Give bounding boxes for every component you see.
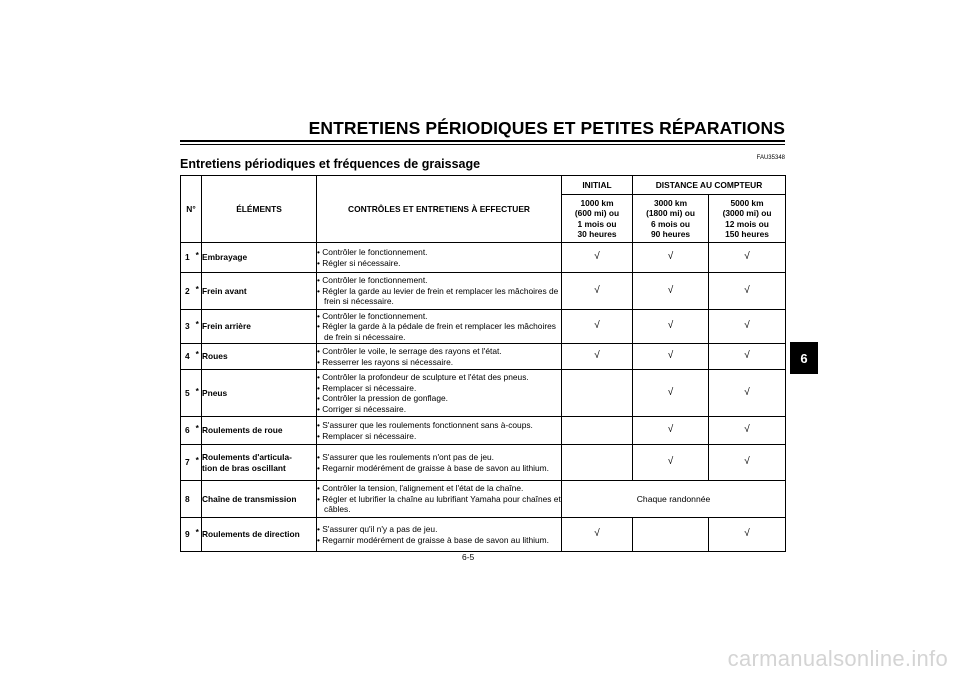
interval-cell-2 (633, 445, 709, 481)
interval-cell-2 (633, 344, 709, 370)
check-mark: √ (744, 320, 750, 332)
page-title: ENTRETIENS PÉRIODIQUES ET PETITES RÉPARATIONS (308, 118, 785, 138)
checks-cell (317, 417, 562, 445)
star-marker: * (195, 423, 199, 434)
interval-cell-1 (562, 445, 633, 481)
row-number-wrap (181, 529, 201, 540)
checks-cell (317, 518, 562, 552)
row-number-cell (181, 481, 202, 518)
check-mark: √ (594, 320, 600, 332)
star-marker: * (195, 349, 199, 360)
item-name-line: Roulements de direction (202, 529, 300, 540)
check-mark: √ (594, 284, 600, 296)
check-mark: √ (594, 350, 600, 362)
section-title: Entretiens périodiques et fréquences de graissage (180, 157, 481, 171)
interval-cell-3 (709, 518, 786, 552)
check-mark: √ (667, 456, 674, 468)
check-line: • Regarnir modérément de graisse à base de savon au lithium. (317, 534, 549, 545)
check-line: • Régler et lubrifier la chaîne au lubrifiant Yamaha pour chaînes et câbles. (317, 493, 561, 515)
check-line: • S'assurer qu'il n'y a pas de jeu. (317, 524, 438, 534)
check-mark: √ (667, 251, 674, 263)
star-marker: * (195, 319, 199, 330)
interval-cell-3 (709, 344, 786, 370)
check-line: • Remplacer si nécessaire. (317, 382, 417, 393)
check-mark: √ (594, 528, 600, 540)
item-name (202, 243, 317, 273)
row-number-wrap (181, 425, 201, 436)
interval-cell-3 (709, 370, 786, 417)
item-name-line: Chaîne de transmission (202, 493, 297, 504)
star-marker: * (195, 527, 199, 538)
check-mark: √ (667, 320, 674, 332)
check-mark: √ (744, 456, 750, 468)
header-no: N° (181, 176, 202, 243)
table-row (181, 273, 786, 310)
item-name-line: Roulements de roue (202, 425, 283, 436)
check-line: • Contrôler le fonctionnement. (317, 310, 428, 321)
checks-cell (317, 481, 562, 518)
table-row (181, 417, 786, 445)
row-number: 5 (185, 387, 190, 398)
reference-code: FAU35348 (756, 155, 785, 161)
check-mark: √ (744, 528, 750, 540)
star-marker: * (195, 283, 199, 294)
maintenance-table (180, 175, 786, 552)
row-number-wrap (181, 385, 201, 399)
item-name (202, 344, 317, 370)
interval-cell-2 (633, 518, 709, 552)
item-name-line: Embrayage (202, 252, 248, 263)
row-number-wrap (181, 494, 201, 505)
item-name (202, 481, 317, 518)
row-number-cell (181, 370, 202, 417)
check-line: • Contrôler la pression de gonflage. (317, 393, 448, 403)
check-mark: √ (667, 386, 674, 398)
check-mark: √ (744, 424, 750, 436)
interval-cell-1 (562, 273, 633, 310)
item-name (202, 273, 317, 310)
row-number: 7 (185, 457, 190, 468)
title-rule-thick (180, 140, 785, 142)
item-name-line: Roulements d'articula- (202, 452, 292, 462)
header-interval-3: 5000 km (3000 mi) ou 12 mois ou 150 heures (709, 195, 786, 243)
interval-cell-2 (633, 243, 709, 273)
row-number-wrap (181, 283, 201, 297)
row-number-cell (181, 417, 202, 445)
interval-cell-2 (633, 370, 709, 417)
interval-cell-3 (709, 310, 786, 344)
check-line: • Remplacer si nécessaire. (317, 430, 417, 441)
interval-cell-3 (709, 243, 786, 273)
check-line: • Regarnir modérément de graisse à base de savon au lithium. (317, 462, 549, 473)
row-number-wrap (181, 252, 201, 263)
row-number-cell (181, 344, 202, 370)
item-name (202, 445, 317, 481)
check-line: • S'assurer que les roulements fonctionnent sans à-coups. (317, 420, 533, 430)
table-row (181, 370, 786, 417)
check-mark: √ (744, 251, 750, 263)
header-interval-2: 3000 km (1800 mi) ou 6 mois ou 90 heures (633, 195, 709, 243)
interval-span-cell: Chaque randonnée (562, 481, 786, 518)
interval-cell-3 (709, 445, 786, 481)
checks-cell (317, 243, 562, 273)
header-initial: INITIAL (562, 176, 633, 195)
row-number-cell (181, 445, 202, 481)
check-line: • Corriger si nécessaire. (317, 403, 407, 414)
interval-cell-2 (633, 273, 709, 310)
check-line: • Contrôler le fonctionnement. (317, 247, 428, 257)
row-number-wrap (181, 457, 201, 468)
row-number: 6 (185, 425, 190, 436)
check-line: • Régler si nécessaire. (317, 257, 401, 268)
check-mark: √ (744, 350, 750, 362)
interval-cell-2 (633, 310, 709, 344)
table-row (181, 310, 786, 344)
page-number: 6-5 (462, 552, 475, 562)
row-number-cell (181, 273, 202, 310)
row-number-cell (181, 518, 202, 552)
check-line: • Régler la garde au levier de frein et remplacer les mâchoires de frein si nécessaire. (317, 285, 559, 307)
interval-cell-1 (562, 370, 633, 417)
interval-cell-3 (709, 417, 786, 445)
checks-cell (317, 344, 562, 370)
check-mark: √ (667, 284, 674, 296)
watermark: carmanualsonline.info (727, 646, 948, 671)
check-line: • S'assurer que les roulements n'ont pas de jeu. (317, 452, 494, 462)
item-name (202, 310, 317, 344)
check-line: • Contrôler le fonctionnement. (317, 275, 428, 286)
check-mark: √ (667, 350, 674, 362)
row-number: 8 (185, 493, 190, 504)
item-name (202, 370, 317, 417)
interval-cell-1 (562, 243, 633, 273)
item-name-line: tion de bras oscillant (202, 462, 286, 473)
row-number: 4 (185, 351, 190, 362)
star-marker: * (195, 455, 199, 466)
row-number-wrap (181, 321, 201, 332)
header-odometer: DISTANCE AU COMPTEUR (633, 176, 786, 195)
checks-cell (317, 370, 562, 417)
header-items: ÉLÉMENTS (202, 176, 317, 243)
chapter-tab[interactable]: 6 (790, 342, 818, 374)
table-row (181, 243, 786, 273)
row-number: 3 (185, 321, 190, 332)
check-line: • Contrôler le voile, le serrage des rayons et l'état. (317, 346, 502, 356)
check-mark: √ (594, 251, 600, 263)
row-number-cell (181, 243, 202, 273)
row-number-cell (181, 310, 202, 344)
header-checks: CONTRÔLES ET ENTRETIENS À EFFECTUER (317, 176, 562, 243)
table-row (181, 518, 786, 552)
item-name (202, 417, 317, 445)
row-number: 9 (185, 529, 190, 540)
title-rule-thin (180, 144, 785, 145)
interval-cell-1 (562, 417, 633, 445)
checks-cell (317, 445, 562, 481)
star-marker: * (195, 250, 199, 261)
item-name (202, 518, 317, 552)
table-row (181, 481, 786, 518)
check-line: • Contrôler la profondeur de sculpture et l'état des pneus. (317, 372, 529, 382)
item-name-line: Frein arrière (202, 321, 251, 332)
item-name-line: Frein avant (202, 285, 247, 296)
row-number-wrap (181, 351, 201, 362)
table-row (181, 344, 786, 370)
star-marker: * (195, 385, 199, 396)
check-mark: √ (744, 284, 750, 296)
item-name-line: Pneus (202, 387, 228, 398)
interval-cell-1 (562, 310, 633, 344)
row-number: 2 (185, 285, 190, 296)
item-name-line: Roues (202, 351, 228, 362)
interval-cell-1 (562, 518, 633, 552)
check-mark: √ (744, 386, 750, 398)
interval-cell-2 (633, 417, 709, 445)
table-row (181, 445, 786, 481)
checks-cell (317, 273, 562, 310)
check-line: • Resserrer les rayons si nécessaire. (317, 356, 454, 367)
check-line: • Contrôler la tension, l'alignement et l'état de la chaîne. (317, 483, 524, 494)
check-line: • Régler la garde à la pédale de frein et remplacer les mâchoires de frein si nécessaire. (317, 321, 556, 342)
check-mark: √ (667, 424, 674, 436)
row-number: 1 (185, 252, 190, 263)
interval-cell-1 (562, 344, 633, 370)
interval-cell-3 (709, 273, 786, 310)
checks-cell (317, 310, 562, 344)
header-interval-1: 1000 km (600 mi) ou 1 mois ou 30 heures (562, 195, 633, 243)
